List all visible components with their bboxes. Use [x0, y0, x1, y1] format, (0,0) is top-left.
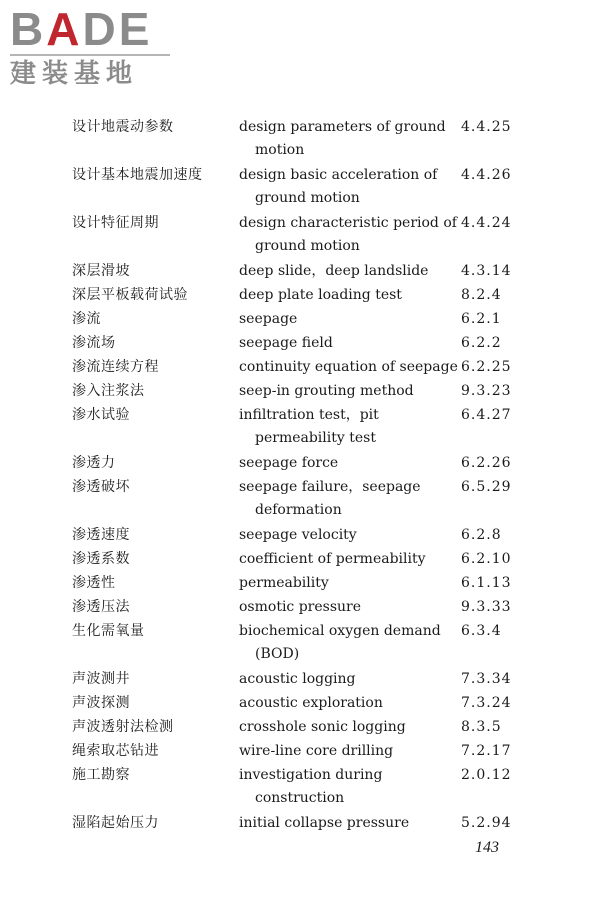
- glossary-term: 渗流场: [72, 335, 116, 351]
- glossary-english: seepage failure，seepage deformation: [239, 479, 421, 518]
- glossary-reference: 7.3.34: [461, 671, 512, 687]
- glossary-reference: 6.5.29: [461, 479, 512, 495]
- glossary-term: 渗透系数: [72, 551, 130, 567]
- glossary-reference: 4.4.26: [461, 167, 512, 183]
- glossary-term: 设计地震动参数: [72, 119, 174, 135]
- glossary-reference: 7.3.24: [461, 695, 512, 711]
- brand-logo: [10, 3, 180, 89]
- glossary-reference: 6.4.27: [461, 407, 512, 423]
- glossary-entry: [72, 212, 542, 258]
- glossary-term: 设计基本地震加速度: [72, 167, 203, 183]
- logo-chinese-name: 建装基地: [10, 59, 139, 89]
- glossary-reference: 9.3.23: [461, 383, 512, 399]
- glossary-english: acoustic logging: [239, 671, 356, 687]
- glossary-entry: [72, 620, 542, 666]
- glossary-term: 绳索取芯钻进: [72, 743, 159, 759]
- glossary-english: crosshole sonic logging: [239, 719, 406, 735]
- glossary-entry: [72, 452, 542, 475]
- glossary-english: biochemical oxygen demand (BOD): [239, 623, 441, 662]
- glossary-term: 渗流连续方程: [72, 359, 159, 375]
- glossary-reference: 6.2.8: [461, 527, 502, 543]
- glossary-entry: [72, 716, 542, 739]
- glossary-english: design basic acceleration of ground motion: [239, 167, 438, 206]
- glossary-term: 渗流: [72, 311, 101, 327]
- glossary-reference: 4.4.25: [461, 119, 512, 135]
- glossary-reference: 6.2.10: [461, 551, 512, 567]
- glossary-english: osmotic pressure: [239, 599, 362, 615]
- glossary-entry: [72, 380, 542, 403]
- glossary-term: 渗透破坏: [72, 479, 130, 495]
- glossary-english: investigation during construction: [239, 767, 383, 806]
- glossary-english: initial collapse pressure: [239, 815, 410, 831]
- glossary-term: 湿陷起始压力: [72, 815, 159, 831]
- glossary-term: 渗透压法: [72, 599, 130, 615]
- glossary-reference: 6.2.26: [461, 455, 512, 471]
- glossary-reference: 6.1.13: [461, 575, 512, 591]
- glossary-reference: 7.2.17: [461, 743, 512, 759]
- glossary-term: 渗透性: [72, 575, 116, 591]
- glossary-reference: 6.2.2: [461, 335, 502, 351]
- glossary-term: 施工勘察: [72, 767, 130, 783]
- glossary-entry: [72, 764, 542, 810]
- glossary-reference: 6.3.4: [461, 623, 502, 639]
- glossary-entry: [72, 740, 542, 763]
- glossary-term: 深层滑坡: [72, 263, 130, 279]
- glossary-term: 声波探测: [72, 695, 130, 711]
- glossary-reference: 2.0.12: [461, 767, 512, 783]
- glossary-english: seep-in grouting method: [239, 383, 414, 399]
- glossary-entry: [72, 404, 542, 450]
- glossary-entry: [72, 308, 542, 331]
- glossary-entry: [72, 548, 542, 571]
- glossary-english: seepage: [239, 311, 298, 327]
- glossary-english: seepage field: [239, 335, 333, 351]
- glossary-entry: [72, 524, 542, 547]
- glossary-entry: [72, 284, 542, 307]
- page-number: 143: [475, 839, 499, 856]
- glossary-term: 声波透射法检测: [72, 719, 174, 735]
- glossary-entry: [72, 668, 542, 691]
- logo-wordmark: BADE: [10, 3, 153, 55]
- glossary-term: 渗透速度: [72, 527, 130, 543]
- glossary-english: acoustic exploration: [239, 695, 383, 711]
- glossary-term: 渗水试验: [72, 407, 130, 423]
- glossary-reference: 4.3.14: [461, 263, 512, 279]
- glossary-term: 渗透力: [72, 455, 116, 471]
- glossary-term: 生化需氧量: [72, 623, 145, 639]
- glossary-reference: 6.2.1: [461, 311, 502, 327]
- glossary-entry: [72, 692, 542, 715]
- glossary-reference: 6.2.25: [461, 359, 512, 375]
- glossary-term: 声波测井: [72, 671, 130, 687]
- glossary-english: deep slide，deep landslide: [239, 263, 429, 279]
- glossary-english: infiltration test，pit permeability test: [239, 407, 379, 446]
- glossary-entry: [72, 596, 542, 619]
- glossary-entry: [72, 356, 542, 379]
- glossary-term: 深层平板载荷试验: [72, 287, 188, 303]
- glossary-english: deep plate loading test: [239, 287, 402, 303]
- glossary-reference: 8.2.4: [461, 287, 502, 303]
- glossary-english: wire-line core drilling: [239, 743, 394, 759]
- glossary-english: continuity equation of seepage: [239, 359, 458, 375]
- glossary-term: 渗入注浆法: [72, 383, 145, 399]
- glossary-entry: [72, 164, 542, 210]
- glossary-entry: [72, 572, 542, 595]
- glossary-entry: [72, 260, 542, 283]
- glossary-english: seepage velocity: [239, 527, 357, 543]
- glossary-entry: [72, 812, 542, 835]
- glossary-entry: [72, 476, 542, 522]
- glossary-term: 设计特征周期: [72, 215, 159, 231]
- glossary-reference: 5.2.94: [461, 815, 512, 831]
- glossary-english: seepage force: [239, 455, 339, 471]
- glossary-reference: 9.3.33: [461, 599, 512, 615]
- glossary-reference: 8.3.5: [461, 719, 502, 735]
- glossary-entry: [72, 116, 542, 162]
- glossary-english: design parameters of ground motion: [239, 119, 446, 158]
- glossary-english: permeability: [239, 575, 329, 591]
- glossary-entry: [72, 332, 542, 355]
- glossary-reference: 4.4.24: [461, 215, 512, 231]
- glossary-english: coefficient of permeability: [239, 551, 426, 567]
- glossary-english: design characteristic period of ground motion: [239, 215, 457, 254]
